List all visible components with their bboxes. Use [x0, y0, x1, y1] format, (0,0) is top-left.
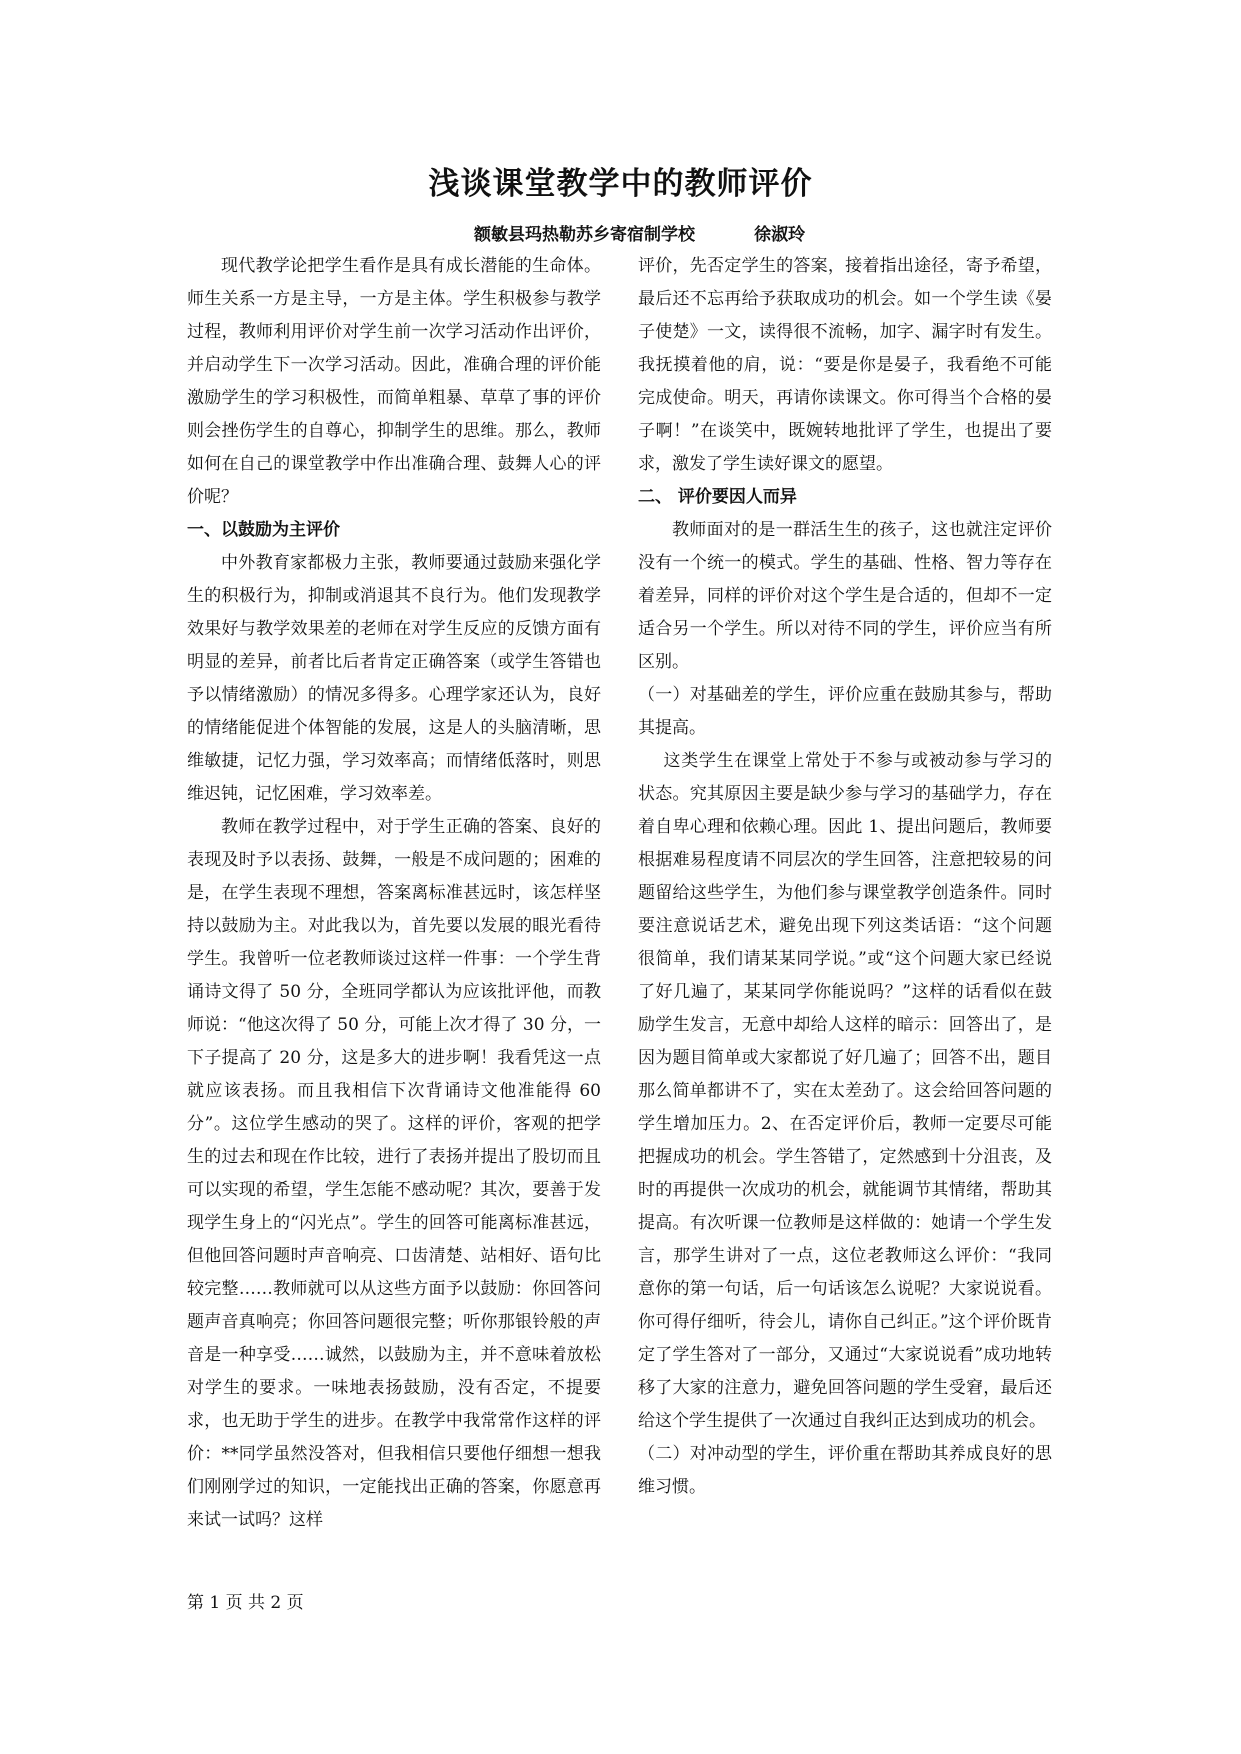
page-title: 浅谈课堂教学中的教师评价	[428, 166, 813, 202]
paragraph: 评价，先否定学生的答案，接着指出途径，寄予希望，最后还不忘再给予获取成功的机会。如一个学生读《晏子使楚》一文，读得很不流畅，加字、漏字时有发生。我抚摸着他的肩，说：“要是你是晏子，我看绝不可能完成使命。明天，再请你读课文。你可得当个合格的晏子啊！”在谈笑中，既婉转地批评了学生，也提出了要求，激发了学生读好课文的愿望。	[638, 256, 1052, 474]
left-column	[187, 250, 601, 1537]
subsection-heading: （二）对冲动型的学生，评价重在帮助其养成良好的思维习惯。	[638, 1444, 1052, 1497]
paragraph: 现代教学论把学生看作是具有成长潜能的生命体。师生关系一方是主导，一方是主体。学生积极参与教学过程，教师利用评价对学生前一次学习活动作出评价，并启动学生下一次学习活动。因此，准确合理的评价能激励学生的学习积极性，而简单粗暴、草草了事的评价则会挫伤学生的自尊心，抑制学生的思维。那么，教师如何在自己的课堂教学中作出准确合理、鼓舞人心的评价呢？	[187, 256, 601, 507]
paragraph: 教师面对的是一群活生生的孩子，这也就注定评价没有一个统一的模式。学生的基础、性格、智力等存在着差异，同样的评价对这个学生是合适的，但却不一定适合另一个学生。所以对待不同的学生，评价应当有所区别。	[638, 520, 1052, 672]
paragraph: 教师在教学过程中，对于学生正确的答案、良好的表现及时予以表扬、鼓舞，一般是不成问题的；困难的是，在学生表现不理想，答案离标准甚远时，该怎样坚持以鼓励为主。对此我以为，首先要以发展的眼光看待学生。我曾听一位老教师谈过这样一件事：一个学生背诵诗文得了 50 分，全班同学都认为应该批评他，而教师说：“他这次得了 50 分，可能上次才得了 30 分，一下子提高了 20 分，这是多大的进步啊！我看凭这一点就应该表扬。而且我相信下次背诵诗文他准能得 60 分”。这位学生感动的哭了。这样的评价，客观的把学生的过去和现在作比较，进行了表扬并提出了股切而且可以实现的希望，学生怎能不感动呢？其次，要善于发现学生身上的“闪光点”。学生的回答可能离标准甚远，但他回答问题时声音响亮、口齿清楚、站相好、语句比较完整……教师就可以从这些方面予以鼓励：你回答问题声音真响亮；你回答问题很完整；听你那银铃般的声音是一种享受……诚然，以鼓励为主，并不意味着放松对学生的要求。一味地表扬鼓励，没有否定，不提要求，也无助于学生的进步。在教学中我常常作这样的评价：**同学虽然没答对，但我相信只要他仔细想一想我们刚刚学过的知识，一定能找出正确的答案，你愿意再来试一试吗？这样	[187, 817, 601, 1530]
paragraph: 中外教育家都极力主张，教师要通过鼓励来强化学生的积极行为，抑制或消退其不良行为。他们发现教学效果好与教学效果差的老师在对学生反应的反馈方面有明显的差异，前者比后者肯定正确答案（或学生答错也予以情绪激励）的情况多得多。心理学家还认为，良好的情绪能促进个体智能的发展，这是人的头脑清晰，思维敏捷，记忆力强，学习效率高；而情绪低落时，则思维迟钝，记忆困难，学习效率差。	[187, 553, 601, 804]
section-heading: 一、以鼓励为主评价	[187, 520, 340, 540]
page-footer: 第 1 页 共 2 页	[187, 1593, 304, 1613]
paragraph: 这类学生在课堂上常处于不参与或被动参与学习的状态。究其原因主要是缺少参与学习的基础学力，存在着自卑心理和依赖心理。因此 1、提出问题后，教师要根据难易程度请不同层次的学生回答，注意把较易的问题留给这些学生，为他们参与课堂教学创造条件。同时要注意说话艺术，避免出现下列这类话语：“这个问题很简单，我们请某某同学说。”或“这个问题大家已经说了好几遍了，某某同学你能说吗？”这样的话看似在鼓励学生发言，无意中却给人这样的暗示：回答出了，是因为题目简单或大家都说了好几遍了；回答不出，题目那么简单都讲不了，实在太差劲了。这会给回答问题的学生增加压力。2、在否定评价后，教师一定要尽可能把握成功的机会。学生答错了，定然感到十分沮丧，及时的再提供一次成功的机会，就能调节其情绪，帮助其提高。有次听课一位教师是这样做的：她请一个学生发言，那学生讲对了一点，这位老教师这么评价：“我同意你的第一句话，后一句话该怎么说呢？大家说说看。你可得仔细听，待会儿，请你自己纠正。”这个评价既肯定了学生答对了一部分，又通过“大家说说看”成功地转移了大家的注意力，避免回答问题的学生受窘，最后还给这个学生提供了一次通过自我纠正达到成功的机会。	[638, 751, 1052, 1431]
author-byline: 额敏县玛热勒苏乡寄宿制学校 徐淑玲	[474, 225, 806, 245]
subsection-heading: （一）对基础差的学生，评价应重在鼓励其参与，帮助其提高。	[638, 685, 1052, 738]
right-column	[638, 250, 1052, 1504]
section-heading: 二、 评价要因人而异	[638, 487, 797, 507]
